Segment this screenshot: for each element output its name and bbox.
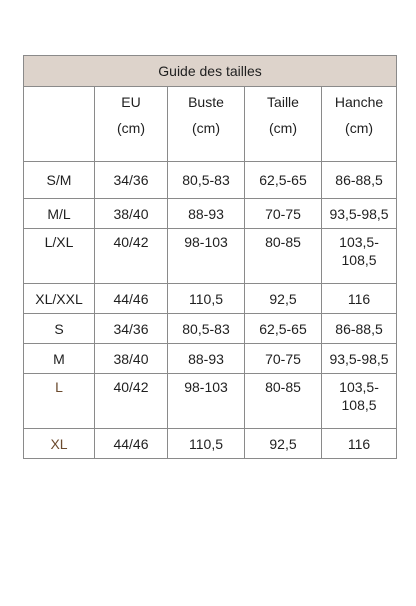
taille-cell: 62,5-65 xyxy=(245,314,322,344)
taille-cell: 70-75 xyxy=(245,344,322,374)
header-hanche-unit: (cm) xyxy=(345,120,374,136)
header-taille-unit: (cm) xyxy=(269,120,297,136)
taille-cell: 92,5 xyxy=(245,429,322,459)
hanche-cell: 116 xyxy=(322,284,397,314)
eu-cell: 34/36 xyxy=(95,162,168,199)
header-buste-label: Buste xyxy=(188,94,224,110)
header-eu xyxy=(95,87,168,162)
eu-cell: 44/46 xyxy=(95,429,168,459)
header-eu-label: EU xyxy=(121,94,141,110)
buste-cell: 80,5-83 xyxy=(168,314,245,344)
size-cell: XL/XXL xyxy=(24,284,95,314)
taille-cell: 80-85 xyxy=(245,374,322,429)
buste-cell: 88-93 xyxy=(168,344,245,374)
table-title-row xyxy=(24,56,397,87)
hanche-line-2: 108,5 xyxy=(341,397,377,413)
buste-cell: 98-103 xyxy=(168,374,245,429)
eu-cell: 38/40 xyxy=(95,344,168,374)
hanche-line-2: 108,5 xyxy=(341,252,377,268)
header-buste xyxy=(168,87,245,162)
buste-cell: 80,5-83 xyxy=(168,162,245,199)
hanche-cell xyxy=(322,374,397,429)
size-cell: L xyxy=(24,374,95,429)
taille-cell: 92,5 xyxy=(245,284,322,314)
header-buste-unit: (cm) xyxy=(192,120,220,136)
hanche-line-1: 103,5- xyxy=(339,234,379,250)
header-taille-label: Taille xyxy=(267,94,299,110)
size-cell: XL xyxy=(24,429,95,459)
size-guide-table xyxy=(23,55,397,459)
table-row xyxy=(24,162,397,199)
eu-cell: 40/42 xyxy=(95,374,168,429)
table-row xyxy=(24,314,397,344)
buste-cell: 98-103 xyxy=(168,229,245,284)
buste-cell: 110,5 xyxy=(168,284,245,314)
size-cell: S/M xyxy=(24,162,95,199)
size-cell: M xyxy=(24,344,95,374)
taille-cell: 80-85 xyxy=(245,229,322,284)
table-row xyxy=(24,374,397,429)
header-hanche xyxy=(322,87,397,162)
eu-cell: 34/36 xyxy=(95,314,168,344)
header-eu-unit: (cm) xyxy=(117,120,145,136)
hanche-line-1: 103,5- xyxy=(339,379,379,395)
hanche-cell: 93,5-98,5 xyxy=(322,199,397,229)
table-row xyxy=(24,229,397,284)
table-title: Guide des tailles xyxy=(24,56,397,87)
eu-cell: 44/46 xyxy=(95,284,168,314)
buste-cell: 110,5 xyxy=(168,429,245,459)
taille-cell: 62,5-65 xyxy=(245,162,322,199)
table-row xyxy=(24,199,397,229)
table-header-row xyxy=(24,87,397,162)
hanche-cell: 86-88,5 xyxy=(322,162,397,199)
table-row xyxy=(24,429,397,459)
size-cell: M/L xyxy=(24,199,95,229)
size-cell: S xyxy=(24,314,95,344)
eu-cell: 40/42 xyxy=(95,229,168,284)
hanche-cell xyxy=(322,229,397,284)
hanche-cell: 86-88,5 xyxy=(322,314,397,344)
size-cell: L/XL xyxy=(24,229,95,284)
table-row xyxy=(24,344,397,374)
hanche-cell: 93,5-98,5 xyxy=(322,344,397,374)
header-size xyxy=(24,87,95,162)
eu-cell: 38/40 xyxy=(95,199,168,229)
table-row xyxy=(24,284,397,314)
buste-cell: 88-93 xyxy=(168,199,245,229)
header-hanche-label: Hanche xyxy=(334,94,384,110)
hanche-cell: 116 xyxy=(322,429,397,459)
taille-cell: 70-75 xyxy=(245,199,322,229)
header-taille xyxy=(245,87,322,162)
